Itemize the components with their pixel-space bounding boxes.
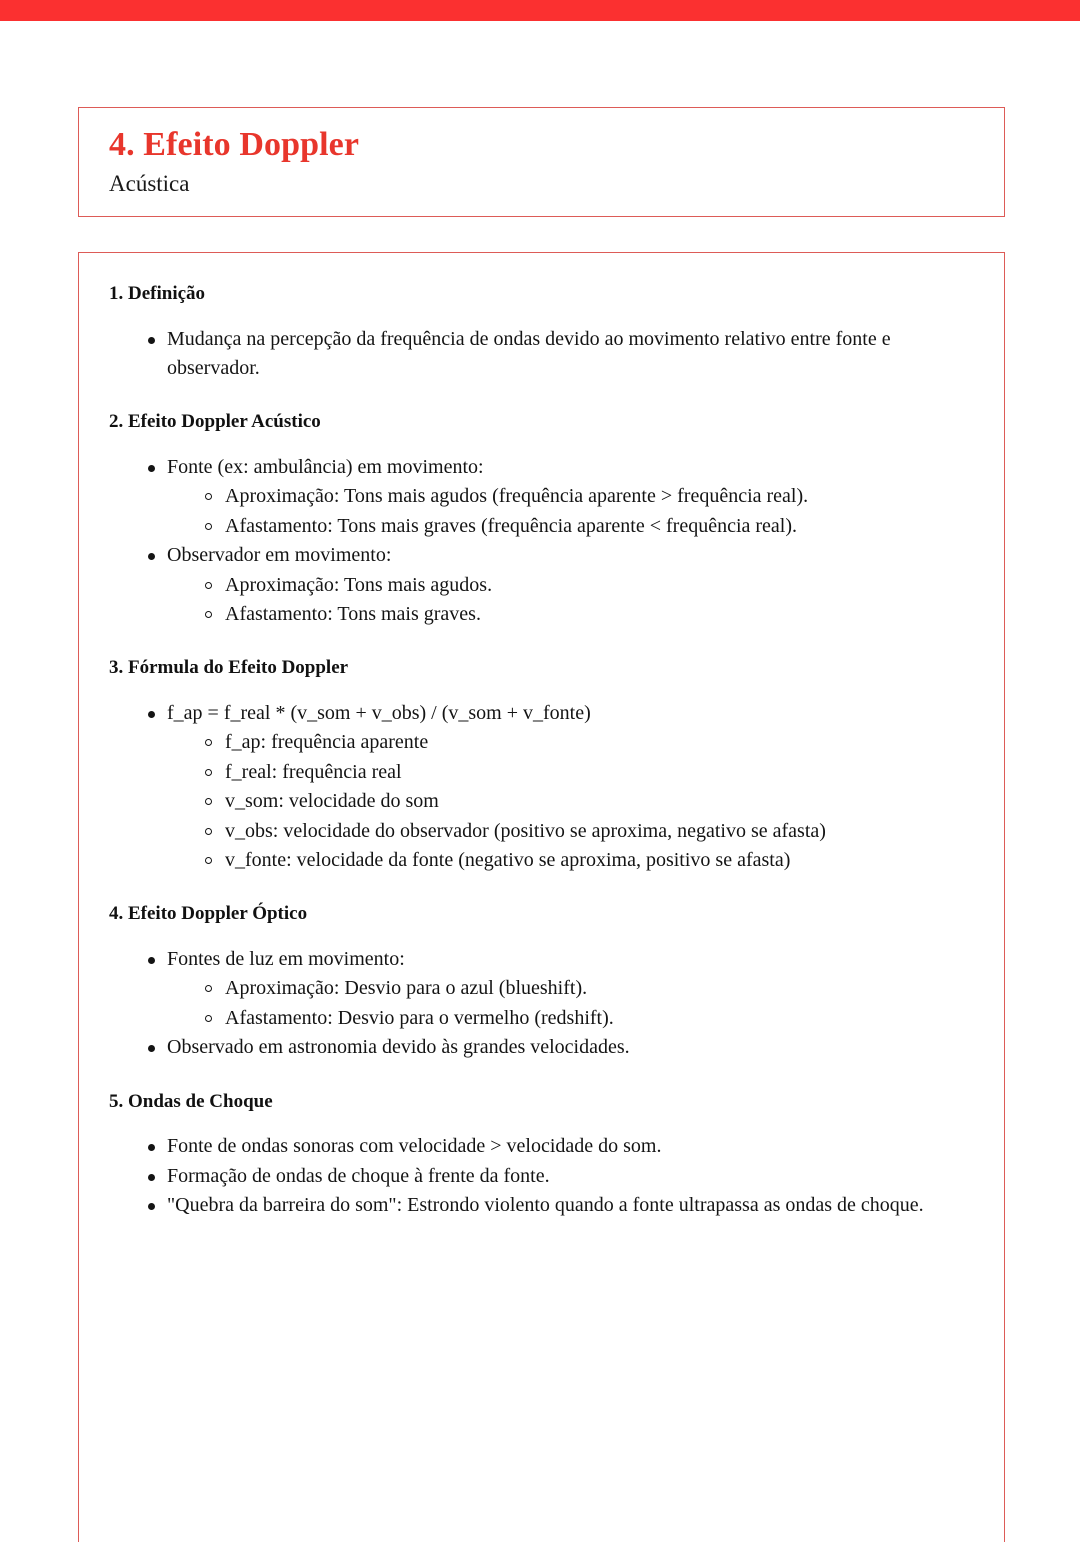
- list-item-text: Fontes de luz em movimento:: [167, 945, 978, 974]
- document-section: [109, 281, 978, 383]
- sections-container: [109, 281, 978, 1220]
- bullet-list: [109, 1132, 978, 1220]
- document-section: [109, 655, 978, 875]
- list-item: [145, 945, 978, 1033]
- list-item-text: Observado em astronomia devido às grandes velocidades.: [167, 1033, 978, 1062]
- bullet-list: [109, 453, 978, 629]
- page-title: 4. Efeito Doppler: [109, 126, 360, 163]
- document-content-card: [78, 252, 1005, 1542]
- sub-list-item: Aproximação: Tons mais agudos (frequência aparente > frequência real).: [203, 482, 978, 511]
- sub-bullet-list: [167, 482, 978, 541]
- section-heading: 5. Ondas de Choque: [109, 1090, 273, 1112]
- list-item-text: Fonte de ondas sonoras com velocidade > velocidade do som.: [167, 1132, 978, 1161]
- section-heading: 4. Efeito Doppler Óptico: [109, 903, 308, 925]
- bullet-list: [109, 699, 978, 875]
- sub-list-item: v_obs: velocidade do observador (positivo se aproxima, negativo se afasta): [203, 817, 978, 846]
- sub-list-item: v_fonte: velocidade da fonte (negativo se aproxima, positivo se afasta): [203, 846, 978, 875]
- page-subtitle: Acústica: [109, 171, 190, 197]
- sub-bullet-list: [167, 571, 978, 630]
- list-item: [145, 541, 978, 629]
- top-accent-bar: [0, 0, 1080, 21]
- list-item-text: Mudança na percepção da frequência de ondas devido ao movimento relativo entre fonte e observador.: [167, 325, 978, 384]
- list-item: [145, 699, 978, 875]
- bullet-list: [109, 325, 978, 384]
- list-item: [145, 1132, 978, 1161]
- sub-list-item: Afastamento: Tons mais graves.: [203, 600, 978, 629]
- bullet-list: [109, 945, 978, 1063]
- list-item-text: f_ap = f_real * (v_som + v_obs) / (v_som + v_fonte): [167, 699, 978, 728]
- document-header-card: [78, 107, 1005, 217]
- list-item: [145, 1033, 978, 1062]
- list-item-text: Observador em movimento:: [167, 541, 978, 570]
- sub-list-item: v_som: velocidade do som: [203, 787, 978, 816]
- sub-list-item: Afastamento: Tons mais graves (frequência aparente < frequência real).: [203, 512, 978, 541]
- sub-bullet-list: [167, 974, 978, 1033]
- list-item: [145, 1191, 978, 1220]
- sub-list-item: Afastamento: Desvio para o vermelho (redshift).: [203, 1004, 978, 1033]
- sub-list-item: f_ap: frequência aparente: [203, 728, 978, 757]
- sub-list-item: Aproximação: Tons mais agudos.: [203, 571, 978, 600]
- document-section: [109, 409, 978, 629]
- sub-bullet-list: [167, 728, 978, 875]
- list-item: [145, 1162, 978, 1191]
- sub-list-item: f_real: frequência real: [203, 758, 978, 787]
- list-item-text: Fonte (ex: ambulância) em movimento:: [167, 453, 978, 482]
- sub-list-item: Aproximação: Desvio para o azul (blueshift).: [203, 974, 978, 1003]
- list-item: [145, 325, 978, 384]
- list-item-text: "Quebra da barreira do som": Estrondo violento quando a fonte ultrapassa as ondas de choque.: [167, 1191, 978, 1220]
- section-heading: 2. Efeito Doppler Acústico: [109, 411, 321, 433]
- section-heading: 1. Definição: [109, 283, 206, 304]
- document-section: [109, 1089, 978, 1221]
- document-section: [109, 901, 978, 1062]
- list-item: [145, 453, 978, 541]
- list-item-text: Formação de ondas de choque à frente da fonte.: [167, 1162, 978, 1191]
- section-heading: 3. Fórmula do Efeito Doppler: [109, 657, 349, 679]
